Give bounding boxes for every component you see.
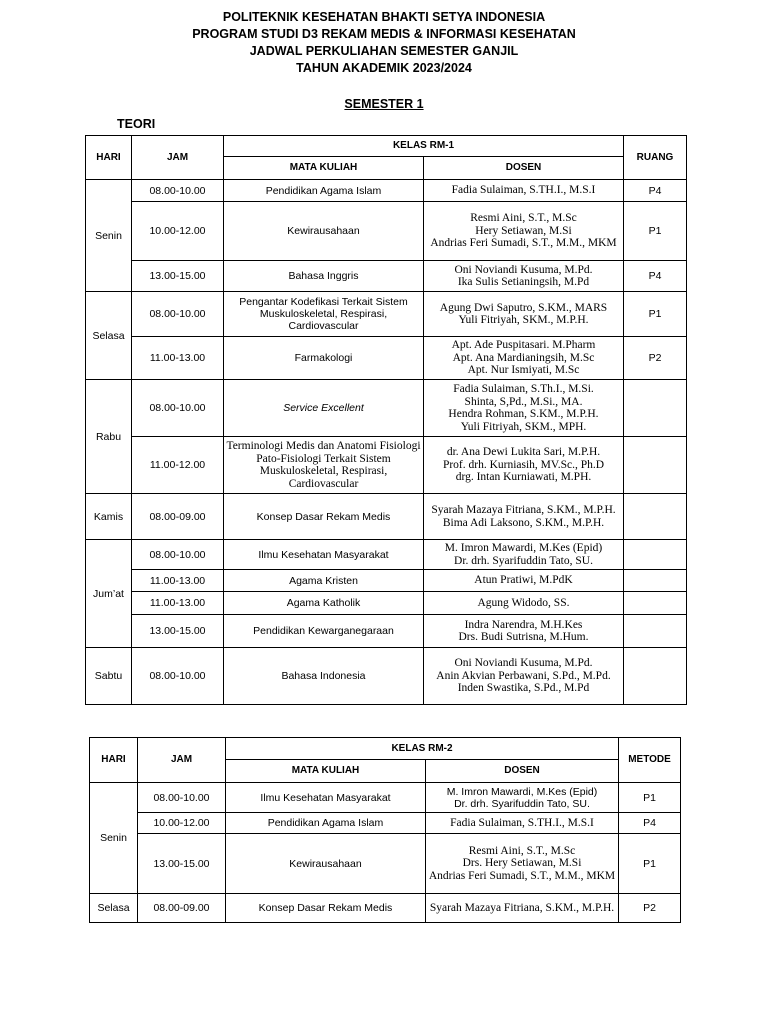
course-cell: Konsep Dasar Rekam Medis xyxy=(226,894,426,923)
room-cell xyxy=(624,494,687,540)
table-row xyxy=(86,292,687,337)
time-cell: 11.00-13.00 xyxy=(132,570,224,592)
course-cell: Farmakologi xyxy=(224,337,424,380)
time-cell: 10.00-12.00 xyxy=(138,813,226,834)
method-cell: P1 xyxy=(619,783,681,813)
lecturer-cell: Syarah Mazaya Fitriana, S.KM., M.P.H. xyxy=(426,894,619,923)
header-hari: HARI xyxy=(86,136,132,180)
method-cell: P1 xyxy=(619,834,681,894)
lecturer-cell: M. Imron Mawardi, M.Kes (Epid) Dr. drh. Syarifuddin Tato, SU. xyxy=(424,540,624,570)
room-cell xyxy=(624,648,687,705)
time-cell: 10.00-12.00 xyxy=(132,202,224,261)
section-title: TEORI xyxy=(117,117,156,131)
semester-title: SEMESTER 1 xyxy=(344,97,424,111)
institution-name: POLITEKNIK KESEHATAN BHAKTI SETYA INDONESIA xyxy=(222,10,546,24)
day-cell: Jum’at xyxy=(86,540,132,648)
lecturer-cell: Indra Narendra, M.H.Kes Drs. Budi Sutrisna, M.Hum. xyxy=(424,615,624,648)
time-cell: 08.00-09.00 xyxy=(138,894,226,923)
room-cell xyxy=(624,570,687,592)
table-row xyxy=(86,437,687,494)
header-kelas: KELAS RM-1 xyxy=(224,136,624,157)
header-jam: JAM xyxy=(138,738,226,783)
table-row xyxy=(86,540,687,570)
room-cell xyxy=(624,437,687,494)
course-cell: Bahasa Inggris xyxy=(224,261,424,292)
course-cell: Service Excellent xyxy=(224,380,424,437)
day-cell: Senin xyxy=(86,180,132,292)
day-cell: Kamis xyxy=(86,494,132,540)
lecturer-cell: Fadia Sulaiman, S.Th.I., M.Si. Shinta, S,Pd., M.Si., MA. Hendra Rohman, S.KM., M.P.H. Yuli Fitriyah, SKM., MPH. xyxy=(424,380,624,437)
day-cell: Senin xyxy=(90,783,138,894)
table-row xyxy=(86,380,687,437)
table-row xyxy=(90,813,681,834)
lecturer-cell: Agung Dwi Saputro, S.KM., MARS Yuli Fitriyah, SKM., M.P.H. xyxy=(424,292,624,337)
table-row xyxy=(86,615,687,648)
course-cell: Bahasa Indonesia xyxy=(224,648,424,705)
room-cell xyxy=(624,615,687,648)
header-mata-kuliah: MATA KULIAH xyxy=(224,157,424,180)
course-cell: Kewirausahaan xyxy=(226,834,426,894)
room-cell: P1 xyxy=(624,292,687,337)
course-cell: Pendidikan Agama Islam xyxy=(226,813,426,834)
table-row xyxy=(86,180,687,202)
course-cell: Pendidikan Kewarganegaraan xyxy=(224,615,424,648)
course-cell: Agama Kristen xyxy=(224,570,424,592)
room-cell xyxy=(624,592,687,615)
course-cell: Konsep Dasar Rekam Medis xyxy=(224,494,424,540)
time-cell: 08.00-10.00 xyxy=(132,648,224,705)
method-cell: P2 xyxy=(619,894,681,923)
header-jam: JAM xyxy=(132,136,224,180)
lecturer-cell: Fadia Sulaiman, S.TH.I., M.S.I xyxy=(424,180,624,202)
room-cell: P4 xyxy=(624,261,687,292)
lecturer-cell: M. Imron Mawardi, M.Kes (Epid) Dr. drh. Syarifuddin Tato, SU. xyxy=(426,783,619,813)
table-row xyxy=(86,337,687,380)
header-metode: METODE xyxy=(619,738,681,783)
time-cell: 11.00-13.00 xyxy=(132,337,224,380)
header-mata-kuliah: MATA KULIAH xyxy=(226,760,426,783)
header-dosen: DOSEN xyxy=(424,157,624,180)
table-row xyxy=(90,894,681,923)
table-row xyxy=(86,494,687,540)
table-row xyxy=(90,834,681,894)
academic-year: TAHUN AKADEMIK 2023/2024 xyxy=(296,61,472,75)
lecturer-cell: Resmi Aini, S.T., M.Sc Hery Setiawan, M.Si Andrias Feri Sumadi, S.T., M.M., MKM xyxy=(424,202,624,261)
schedule-table-rm2 xyxy=(89,737,681,923)
lecturer-cell: Fadia Sulaiman, S.TH.I., M.S.I xyxy=(426,813,619,834)
room-cell: P2 xyxy=(624,337,687,380)
course-cell: Ilmu Kesehatan Masyarakat xyxy=(224,540,424,570)
time-cell: 08.00-10.00 xyxy=(132,380,224,437)
header-hari: HARI xyxy=(90,738,138,783)
day-cell: Sabtu xyxy=(86,648,132,705)
lecturer-cell: Oni Noviandi Kusuma, M.Pd. Anin Akvian Perbawani, S.Pd., M.Pd. Inden Swastika, S.Pd., M.Pd xyxy=(424,648,624,705)
lecturer-cell: Atun Pratiwi, M.PdK xyxy=(424,570,624,592)
document-header xyxy=(0,9,768,77)
time-cell: 08.00-10.00 xyxy=(138,783,226,813)
time-cell: 13.00-15.00 xyxy=(132,261,224,292)
time-cell: 08.00-09.00 xyxy=(132,494,224,540)
table-row xyxy=(86,592,687,615)
day-cell: Rabu xyxy=(86,380,132,494)
lecturer-cell: dr. Ana Dewi Lukita Sari, M.P.H. Prof. drh. Kurniasih, MV.Sc., Ph.D drg. Intan Kurniawati, M.PH. xyxy=(424,437,624,494)
room-cell xyxy=(624,380,687,437)
table-row xyxy=(86,261,687,292)
method-cell: P4 xyxy=(619,813,681,834)
course-cell: Agama Katholik xyxy=(224,592,424,615)
day-cell: Selasa xyxy=(86,292,132,380)
lecturer-cell: Syarah Mazaya Fitriana, S.KM., M.P.H. Bima Adi Laksono, S.KM., M.P.H. xyxy=(424,494,624,540)
schedule-title: JADWAL PERKULIAHAN SEMESTER GANJIL xyxy=(249,44,519,58)
lecturer-cell: Oni Noviandi Kusuma, M.Pd. Ika Sulis Setianingsih, M.Pd xyxy=(424,261,624,292)
lecturer-cell: Apt. Ade Puspitasari. M.Pharm Apt. Ana Mardianingsih, M.Sc Apt. Nur Ismiyati, M.Sc xyxy=(424,337,624,380)
day-cell: Selasa xyxy=(90,894,138,923)
table-row xyxy=(86,570,687,592)
lecturer-cell: Agung Widodo, SS. xyxy=(424,592,624,615)
header-dosen: DOSEN xyxy=(426,760,619,783)
room-cell xyxy=(624,540,687,570)
course-cell: Ilmu Kesehatan Masyarakat xyxy=(226,783,426,813)
room-cell: P4 xyxy=(624,180,687,202)
time-cell: 08.00-10.00 xyxy=(132,292,224,337)
table-row xyxy=(86,202,687,261)
lecturer-cell: Resmi Aini, S.T., M.Sc Drs. Hery Setiawan, M.Si Andrias Feri Sumadi, S.T., M.M., MKM xyxy=(426,834,619,894)
time-cell: 08.00-10.00 xyxy=(132,180,224,202)
course-cell: Pengantar Kodefikasi Terkait Sistem Muskuloskeletal, Respirasi, Cardiovascular xyxy=(224,292,424,337)
course-cell: Terminologi Medis dan Anatomi Fisiologi Pato-Fisiologi Terkait Sistem Muskuloskeletal, Respirasi, Cardiovascular xyxy=(224,437,424,494)
time-cell: 11.00-12.00 xyxy=(132,437,224,494)
schedule-table-rm1 xyxy=(85,135,687,705)
table-row xyxy=(86,648,687,705)
room-cell: P1 xyxy=(624,202,687,261)
header-kelas: KELAS RM-2 xyxy=(226,738,619,760)
course-cell: Pendidikan Agama Islam xyxy=(224,180,424,202)
time-cell: 13.00-15.00 xyxy=(132,615,224,648)
course-cell: Kewirausahaan xyxy=(224,202,424,261)
time-cell: 08.00-10.00 xyxy=(132,540,224,570)
header-ruang: RUANG xyxy=(624,136,687,180)
time-cell: 11.00-13.00 xyxy=(132,592,224,615)
program-name: PROGRAM STUDI D3 REKAM MEDIS & INFORMASI KESEHATAN xyxy=(192,27,576,41)
time-cell: 13.00-15.00 xyxy=(138,834,226,894)
table-row xyxy=(90,783,681,813)
